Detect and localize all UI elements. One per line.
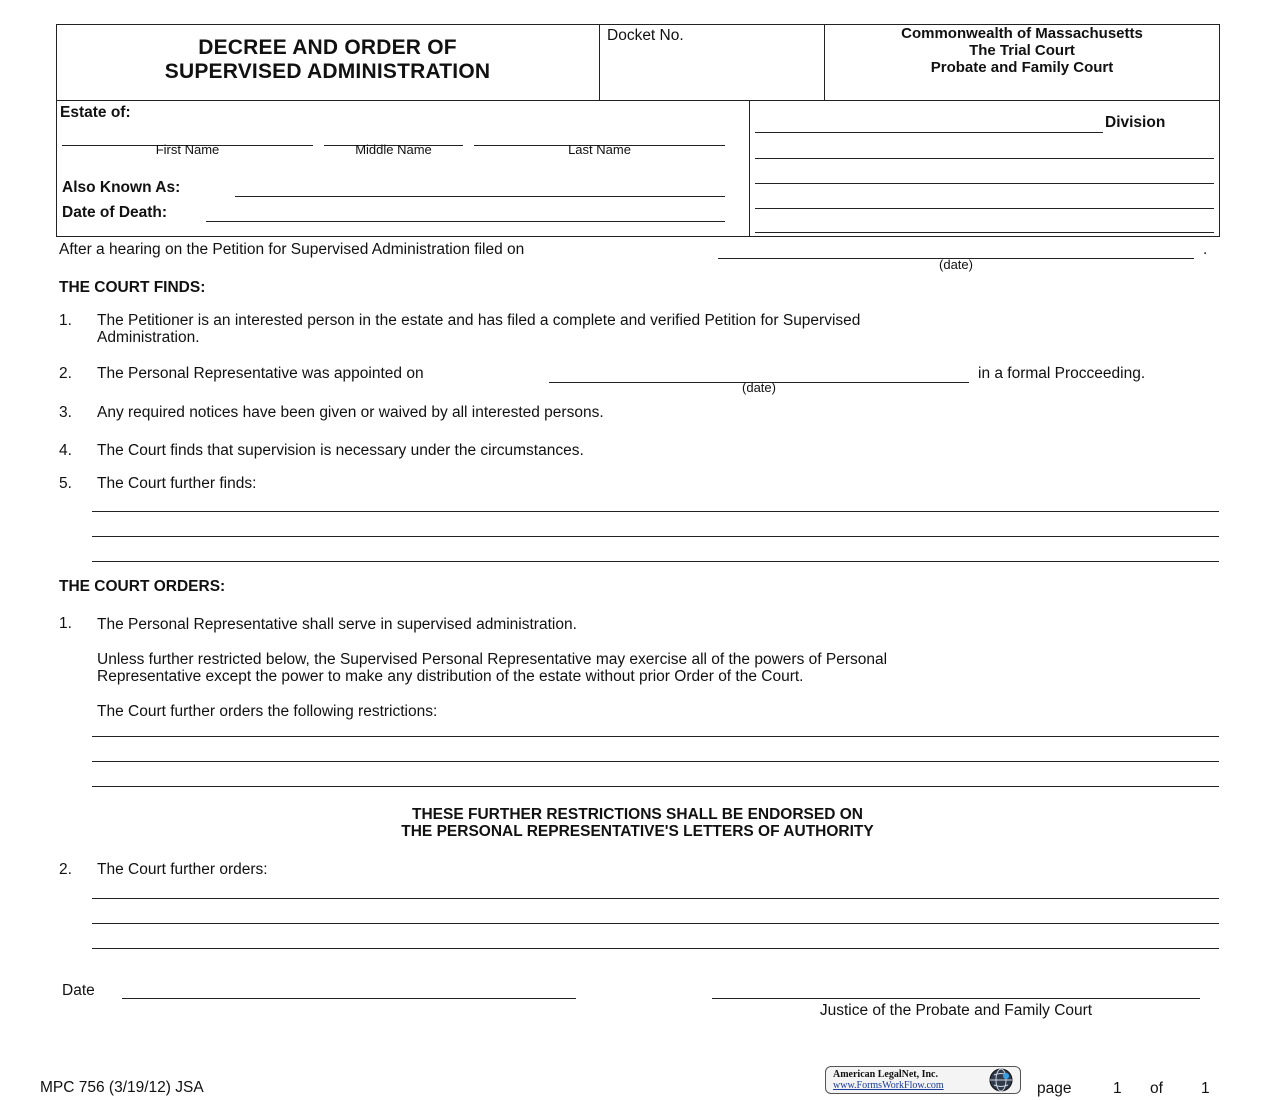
finding-5-line-3[interactable] [92, 561, 1219, 562]
signature-date-line[interactable] [122, 998, 576, 999]
estate-box [56, 100, 1220, 237]
form-id: MPC 756 (3/19/12) JSA [40, 1079, 204, 1096]
finding-2-text-after: in a formal Procceeding. [978, 365, 1146, 382]
page-number: 1 [1113, 1080, 1122, 1097]
division-label: Division [1105, 114, 1166, 131]
order-1-num: 1. [59, 615, 72, 632]
of-label: of [1150, 1080, 1163, 1097]
restrictions-line-3[interactable] [92, 786, 1219, 787]
restrictions-line-1[interactable] [92, 736, 1219, 737]
order-2-text: The Court further orders: [97, 861, 268, 878]
justice-label: Justice of the Probate and Family Court [819, 1002, 1093, 1019]
orders-heading: THE COURT ORDERS: [59, 578, 226, 595]
order-1-para-line1: Unless further restricted below, the Supervised Personal Representative may exercise all of the powers of Personal [97, 651, 888, 668]
findings-heading: THE COURT FINDS: [59, 279, 206, 296]
finding-2-num: 2. [59, 365, 72, 382]
order-2-num: 2. [59, 861, 72, 878]
endorse-line2: THE PERSONAL REPRESENTATIVE'S LETTERS OF AUTHORITY [401, 823, 874, 840]
order-1-para-line2: Representative except the power to make any distribution of the estate without prior Order of the Court. [97, 668, 804, 685]
finding-2-text-before: The Personal Representative was appointed on [97, 365, 424, 382]
finding-5-line-2[interactable] [92, 536, 1219, 537]
finding-1-text [97, 312, 1217, 346]
dod-line[interactable] [206, 221, 725, 222]
hearing-period: . [1203, 241, 1208, 258]
order-1-restrictions-text: The Court further orders the following restrictions: [97, 703, 438, 720]
hearing-date-caption: (date) [939, 257, 973, 272]
finding-4-text: The Court finds that supervision is necessary under the circumstances. [97, 442, 584, 459]
page-label: page [1037, 1080, 1072, 1097]
court-line2: The Trial Court [969, 42, 1075, 59]
finding-5-text: The Court further finds: [97, 475, 257, 492]
dod-label: Date of Death: [62, 204, 168, 221]
finding-3-text: Any required notices have been given or waived by all interested persons. [97, 404, 604, 421]
division-line-2[interactable] [755, 158, 1214, 159]
endorse-line1: THESE FURTHER RESTRICTIONS SHALL BE ENDORSED ON [412, 806, 863, 823]
form-title-line2: SUPERVISED ADMINISTRATION [164, 60, 491, 83]
further-orders-line-2[interactable] [92, 923, 1219, 924]
form-title [56, 36, 599, 84]
aka-label: Also Known As: [62, 179, 181, 196]
finding-5-line-1[interactable] [92, 511, 1219, 512]
finding-1-line2: Administration. [97, 329, 200, 346]
court-line3: Probate and Family Court [930, 59, 1114, 76]
estate-of-label: Estate of: [60, 104, 131, 121]
restrictions-line-2[interactable] [92, 761, 1219, 762]
docket-input[interactable] [605, 48, 823, 94]
finding-4-num: 4. [59, 442, 72, 459]
further-orders-line-3[interactable] [92, 948, 1219, 949]
justice-signature-line[interactable] [712, 998, 1200, 999]
division-line-3[interactable] [755, 183, 1214, 184]
date-label: Date [62, 982, 95, 999]
endorse-notice [0, 806, 1275, 840]
court-name [824, 25, 1220, 76]
division-line-5[interactable] [755, 232, 1214, 233]
order-1-paragraph [97, 651, 1217, 685]
middle-name-label: Middle Name [355, 142, 432, 157]
court-line1: Commonwealth of Massachusetts [901, 25, 1143, 42]
header-divider-1 [599, 24, 600, 101]
logo-text-2[interactable]: www.FormsWorkFlow.com [833, 1080, 944, 1091]
finding-1-line1: The Petitioner is an interested person in the estate and has filed a complete and verified Petition for Supervised [97, 312, 861, 329]
form-title-line1: DECREE AND ORDER OF [198, 36, 457, 59]
globe-icon [988, 1067, 1014, 1093]
finding-1-num: 1. [59, 312, 72, 329]
american-legalnet-logo[interactable] [825, 1066, 1021, 1094]
docket-label: Docket No. [607, 27, 684, 44]
page-total: 1 [1201, 1080, 1210, 1097]
finding-3-num: 3. [59, 404, 72, 421]
division-line-4[interactable] [755, 208, 1214, 209]
division-line[interactable] [755, 132, 1103, 133]
order-1-text: The Personal Representative shall serve in supervised administration. [97, 616, 577, 633]
hearing-text: After a hearing on the Petition for Supervised Administration filed on [59, 241, 525, 258]
last-name-label: Last Name [568, 142, 631, 157]
appointment-date-caption: (date) [742, 380, 776, 395]
finding-5-num: 5. [59, 475, 72, 492]
further-orders-line-1[interactable] [92, 898, 1219, 899]
estate-divider [749, 100, 750, 237]
aka-line[interactable] [235, 196, 725, 197]
first-name-label: First Name [155, 142, 220, 157]
logo-text-1: American LegalNet, Inc. [833, 1069, 938, 1080]
